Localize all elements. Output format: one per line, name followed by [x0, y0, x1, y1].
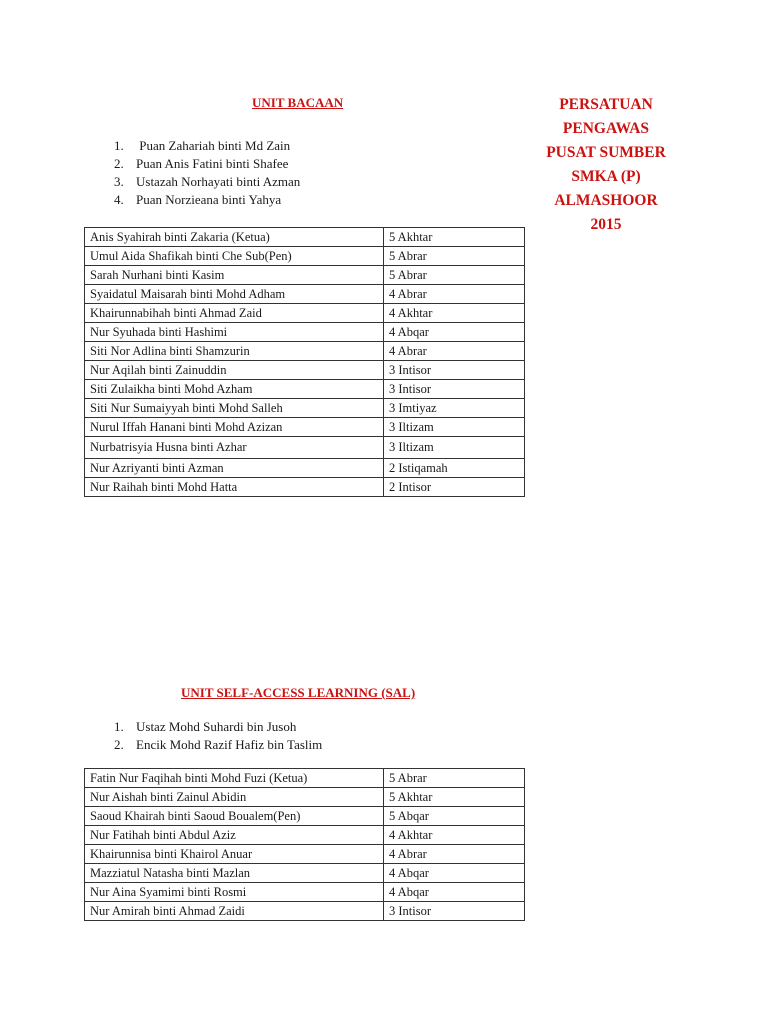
member-class-cell: 5 Abqar: [384, 807, 525, 826]
table-row: [85, 845, 525, 864]
member-name-cell: Nur Aqilah binti Zainuddin: [85, 361, 384, 380]
unit-bacaan-heading: UNIT BACAAN: [252, 95, 344, 110]
member-name-cell: Nur Aina Syamimi binti Rosmi: [85, 883, 384, 902]
member-name-cell: Khairunnisa binti Khairol Anuar: [85, 845, 384, 864]
teacher-name: Puan Anis Fatini binti Shafee: [136, 156, 289, 171]
table-row: [85, 304, 525, 323]
sal-member-table: [84, 768, 525, 921]
member-name-cell: Siti Zulaikha binti Mohd Azham: [85, 380, 384, 399]
member-name-cell: Nur Amirah binti Ahmad Zaidi: [85, 902, 384, 921]
org-title-line: PUSAT SUMBER: [546, 144, 666, 161]
member-name-cell: Nurbatrisyia Husna binti Azhar: [85, 437, 384, 459]
teacher-name: Ustazah Norhayati binti Azman: [136, 174, 301, 189]
member-name-cell: Nur Syuhada binti Hashimi: [85, 323, 384, 342]
teacher-name: Puan Norzieana binti Yahya: [136, 192, 282, 207]
member-class-cell: 5 Abrar: [384, 769, 525, 788]
teacher-number: 4.: [114, 192, 124, 207]
teacher-item: [114, 173, 300, 191]
member-name-cell: Umul Aida Shafikah binti Che Sub(Pen): [85, 247, 384, 266]
org-title-line: SMKA (P): [571, 168, 641, 185]
table-row: [85, 478, 525, 497]
org-title-line: 2015: [590, 216, 622, 233]
member-class-cell: 4 Abrar: [384, 285, 525, 304]
member-name-cell: Khairunnabihah binti Ahmad Zaid: [85, 304, 384, 323]
teacher-number: 2.: [114, 737, 124, 752]
member-class-cell: 5 Akhtar: [384, 788, 525, 807]
table-row: [85, 323, 525, 342]
member-class-cell: 3 Intisor: [384, 380, 525, 399]
member-name-cell: Nur Raihah binti Mohd Hatta: [85, 478, 384, 497]
member-name-cell: Siti Nor Adlina binti Shamzurin: [85, 342, 384, 361]
table-row: [85, 788, 525, 807]
org-title-line: PENGAWAS: [562, 120, 650, 137]
teacher-name: Ustaz Mohd Suhardi bin Jusoh: [136, 719, 297, 734]
member-class-cell: 2 Intisor: [384, 478, 525, 497]
table-row: [85, 380, 525, 399]
member-name-cell: Nur Fatihah binti Abdul Aziz: [85, 826, 384, 845]
member-name-cell: Fatin Nur Faqihah binti Mohd Fuzi (Ketua): [85, 769, 384, 788]
table-row: [85, 459, 525, 478]
member-class-cell: 3 Intisor: [384, 902, 525, 921]
member-name-cell: Syaidatul Maisarah binti Mohd Adham: [85, 285, 384, 304]
table-row: [85, 399, 525, 418]
member-class-cell: 5 Abrar: [384, 266, 525, 285]
member-class-cell: 3 Iltizam: [384, 437, 525, 459]
member-class-cell: 3 Intisor: [384, 361, 525, 380]
table-row: [85, 769, 525, 788]
table-row: [85, 437, 525, 459]
table-row: [85, 342, 525, 361]
bacaan-teacher-list: [114, 137, 300, 209]
member-class-cell: 4 Abrar: [384, 845, 525, 864]
member-class-cell: 4 Abqar: [384, 323, 525, 342]
member-name-cell: Siti Nur Sumaiyyah binti Mohd Salleh: [85, 399, 384, 418]
unit-sal-heading: UNIT SELF-ACCESS LEARNING (SAL): [181, 685, 416, 700]
table-row: [85, 864, 525, 883]
member-name-cell: Anis Syahirah binti Zakaria (Ketua): [85, 228, 384, 247]
bacaan-member-table: [84, 227, 525, 497]
table-row: [85, 902, 525, 921]
member-class-cell: 4 Abqar: [384, 864, 525, 883]
member-class-cell: 5 Abrar: [384, 247, 525, 266]
table-row: [85, 228, 525, 247]
teacher-number: 1.: [114, 138, 124, 153]
org-title-line: ALMASHOOR: [554, 192, 658, 209]
teacher-item: [114, 191, 300, 209]
member-class-cell: 4 Abrar: [384, 342, 525, 361]
member-class-cell: 2 Istiqamah: [384, 459, 525, 478]
teacher-name: Encik Mohd Razif Hafiz bin Taslim: [136, 737, 323, 752]
member-class-cell: 4 Akhtar: [384, 304, 525, 323]
member-name-cell: Nurul Iffah Hanani binti Mohd Azizan: [85, 418, 384, 437]
member-name-cell: Nur Azriyanti binti Azman: [85, 459, 384, 478]
table-row: [85, 883, 525, 902]
member-class-cell: 4 Akhtar: [384, 826, 525, 845]
teacher-item: [114, 736, 322, 754]
table-row: [85, 418, 525, 437]
table-row: [85, 826, 525, 845]
member-name-cell: Mazziatul Natasha binti Mazlan: [85, 864, 384, 883]
table-row: [85, 361, 525, 380]
teacher-number: 1.: [114, 719, 124, 734]
table-row: [85, 247, 525, 266]
teacher-number: 2.: [114, 156, 124, 171]
member-class-cell: 3 Iltizam: [384, 418, 525, 437]
member-class-cell: 4 Abqar: [384, 883, 525, 902]
member-class-cell: 3 Imtiyaz: [384, 399, 525, 418]
member-name-cell: Nur Aishah binti Zainul Abidin: [85, 788, 384, 807]
table-row: [85, 807, 525, 826]
org-title-line: PERSATUAN: [559, 96, 653, 113]
table-row: [85, 266, 525, 285]
teacher-name: Puan Zahariah binti Md Zain: [136, 138, 291, 153]
teacher-item: [114, 155, 300, 173]
member-name-cell: Sarah Nurhani binti Kasim: [85, 266, 384, 285]
member-class-cell: 5 Akhtar: [384, 228, 525, 247]
organization-title: [520, 93, 692, 237]
table-row: [85, 285, 525, 304]
sal-teacher-list: [114, 718, 322, 754]
member-name-cell: Saoud Khairah binti Saoud Boualem(Pen): [85, 807, 384, 826]
teacher-number: 3.: [114, 174, 124, 189]
teacher-item: [114, 718, 322, 736]
teacher-item: [114, 137, 300, 155]
